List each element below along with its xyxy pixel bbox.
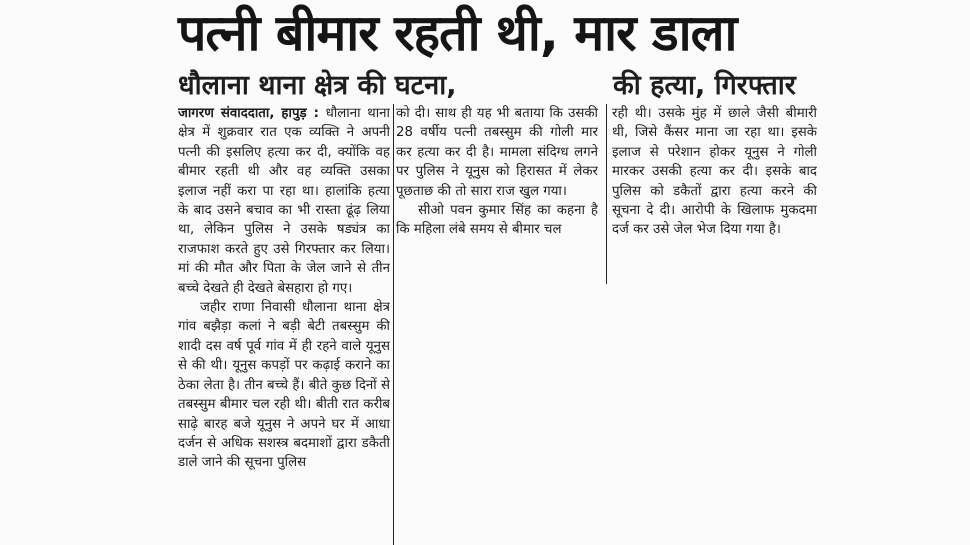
- byline: जागरण संवाददाता, हापुड़ :: [178, 106, 319, 121]
- article-text: धौलाना थाना क्षेत्र में शुक्रवार रात एक व्यक्ति ने अपनी पत्नी की इसलिए हत्या कर दी, क्योंकि वह बीमार रहती थी और वह व्यक्ति उसका इलाज नहीं करा पा रहा था। हालांकि हत्या के बाद उसने बचाव का भी रास्ता ढूंढ़ लिया था, लेकिन पुलिस ने उसके षड्यंत्र का राजफाश करते हुए उसे गिरफ्तार कर लिया। मां की मौत और पिता के जेल जाने से तीन बच्चे देखते ही देखते बेसहारा हो गए।: [178, 106, 390, 296]
- subhead-right: की हत्या, गिरफ्तार: [613, 70, 796, 101]
- article-column-3: [612, 104, 817, 284]
- headline: पत्नी बीमार रहती थी, मार डाला: [178, 4, 737, 62]
- article-column-1: [178, 104, 390, 545]
- article-paragraph: रही थी। उसके मुंह में छाले जैसी बीमारी थी, जिसे कैंसर माना जा रहा था। इसके इलाज से परेशान होकर यूनुस ने गोली मारकर उसकी हत्या कर दी। इसके बाद पुलिस को डकैतों द्वारा हत्या करने की सूचना दे दी। आरोपी के खिलाफ मुकदमा दर्ज कर उसे जेल भेज दिया गया है।: [612, 106, 817, 238]
- article-column-2: [396, 104, 598, 284]
- article-paragraph: जहीर राणा निवासी धौलाना थाना क्षेत्र गांव बझैड़ा कलां ने बड़ी बेटी तबस्सुम की शादी दस वर्ष पूर्व गांव में ही रहने वाले यूनुस से की थी। यूनुस कपड़ों पर कढ़ाई कराने का ठेका लेता है। तीन बच्चे हैं। बीते कुछ दिनों से तबस्सुम बीमार चल रही थी। बीती रात करीब साढ़े बारह बजे यूनुस ने अपने घर में आधा दर्जन से अधिक सशस्त्र बदमाशों द्वारा डकैती डाले जाने की सूचना पुलिस: [178, 300, 390, 471]
- subhead-left: धौलाना थाना क्षेत्र की घटना,: [178, 70, 457, 101]
- article-paragraph: सीओ पवन कुमार सिंह का कहना है कि महिला लंबे समय से बीमार चल: [396, 203, 598, 238]
- column-divider: [606, 104, 607, 284]
- column-divider: [393, 104, 394, 545]
- article-paragraph: को दी। साथ ही यह भी बताया कि उसकी 28 वर्षीय पत्नी तबस्सुम की गोली मार कर हत्या कर दी है। मामला संदिग्ध लगने पर पुलिस ने यूनुस को हिरासत में लेकर पूछताछ की तो सारा राज खुल गया।: [396, 106, 598, 199]
- article-paragraph: [178, 104, 390, 298]
